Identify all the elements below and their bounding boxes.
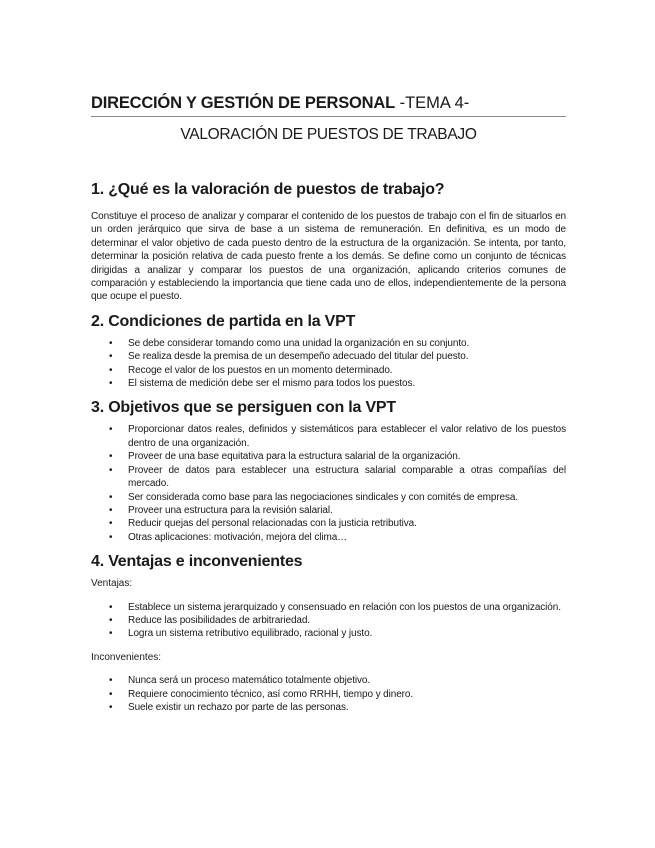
section-heading: 3. Objetivos que se persiguen con la VPT	[91, 399, 396, 417]
bullet-icon: •	[109, 614, 113, 626]
bullet-icon: •	[109, 378, 113, 390]
list-item: • Nunca será un proceso matemático totalmente objetivo.	[109, 675, 371, 687]
list-item: • Establece un sistema jerarquizado y consensuado en relación con los puestos de una organización.	[109, 601, 561, 613]
bullet-icon: •	[109, 518, 113, 530]
bullet-icon: •	[109, 688, 113, 700]
list-item: • Logra un sistema retributivo equilibrado, racional y justo.	[109, 628, 373, 640]
bullet-icon: •	[109, 504, 113, 516]
list-item: • Se realiza desde la premisa de un desempeño adecuado del titular del puesto.	[109, 351, 469, 363]
bullet-icon: •	[109, 351, 113, 363]
bullet-icon: •	[109, 628, 113, 640]
list-item: • El sistema de medición debe ser el mismo para todos los puestos.	[109, 378, 416, 390]
section-heading: 1. ¿Qué es la valoración de puestos de trabajo?	[91, 181, 445, 198]
list-item: • Suele existir un rechazo por parte de las personas.	[109, 701, 349, 713]
list-item: • Proveer una estructura para la revisión salarial.	[109, 504, 333, 516]
header-title: DIRECCIÓN Y GESTIÓN DE PERSONAL	[91, 94, 395, 112]
bullet-icon: •	[109, 337, 113, 349]
bullet-list	[91, 337, 566, 391]
bullet-icon: •	[109, 451, 113, 463]
list-item: • Proveer de datos para establecer una estructura salarial comparable a otras compañías del mercado.	[109, 464, 566, 490]
ventajas-label: Ventajas:	[91, 578, 133, 590]
list-item: • Proveer de una base equitativa para la estructura salarial de la organización.	[109, 451, 461, 463]
list-item: • Proporcionar datos reales, definidos y sistemáticos para establecer el valor relativo de los puestos dentro de una organización.	[109, 424, 566, 449]
inconvenientes-label: Inconvenientes:	[91, 651, 162, 663]
document-content	[91, 180, 566, 714]
bullet-list	[91, 423, 566, 544]
document-header	[91, 94, 566, 117]
list-item: • Recoge el valor de los puestos en un momento determinado.	[109, 364, 393, 376]
bullet-icon: •	[109, 464, 113, 476]
header-tema: -TEMA 4-	[395, 94, 470, 112]
section-paragraph: Constituye el proceso de analizar y comparar el contenido de los puestos de trabajo con el fin de situarlos en un orden jerárquico que sirva de base a un sistema de remuneración. En definitiva, es un modo de determinar el valor objetivo de cada puesto dentro de la estructura de la organización. Se intenta, por tanto, determinar la posición relativa de cada puesto frente a los demás. Se define como un conjunto de técnicas dirigidas a analizar y comparar los puestos de una organización, aplicando criterios comunes de comparación y estableciendo la importancia que tiene cada uno de ellos, independientemente de la persona que ocupe el puesto.	[91, 211, 566, 303]
bullet-icon: •	[109, 364, 113, 376]
section-heading: 4. Ventajas e inconvenientes	[91, 553, 303, 571]
list-item: • Ser considerada como base para las negociaciones sindicales y con comités de empresa.	[109, 491, 519, 503]
bullet-icon: •	[109, 491, 113, 503]
ventajas-list	[91, 601, 566, 641]
list-item: • Otras aplicaciones: motivación, mejora del clima…	[109, 531, 348, 543]
bullet-icon: •	[109, 701, 113, 713]
document-subtitle: VALORACIÓN DE PUESTOS DE TRABAJO	[180, 126, 477, 143]
bullet-icon: •	[109, 531, 113, 543]
list-item: • Se debe considerar tomando como una unidad la organización en su conjunto.	[109, 337, 470, 349]
list-item: • Requiere conocimiento técnico, así como RRHH, tiempo y dinero.	[109, 688, 414, 700]
list-item: • Reduce las posibilidades de arbitrariedad.	[109, 614, 311, 626]
inconvenientes-list	[91, 674, 566, 714]
list-item: • Reducir quejas del personal relacionadas con la justicia retributiva.	[109, 518, 417, 530]
bullet-icon: •	[109, 675, 113, 687]
bullet-icon: •	[109, 601, 113, 613]
bullet-icon: •	[109, 424, 113, 436]
section-heading: 2. Condiciones de partida en la VPT	[91, 312, 356, 330]
